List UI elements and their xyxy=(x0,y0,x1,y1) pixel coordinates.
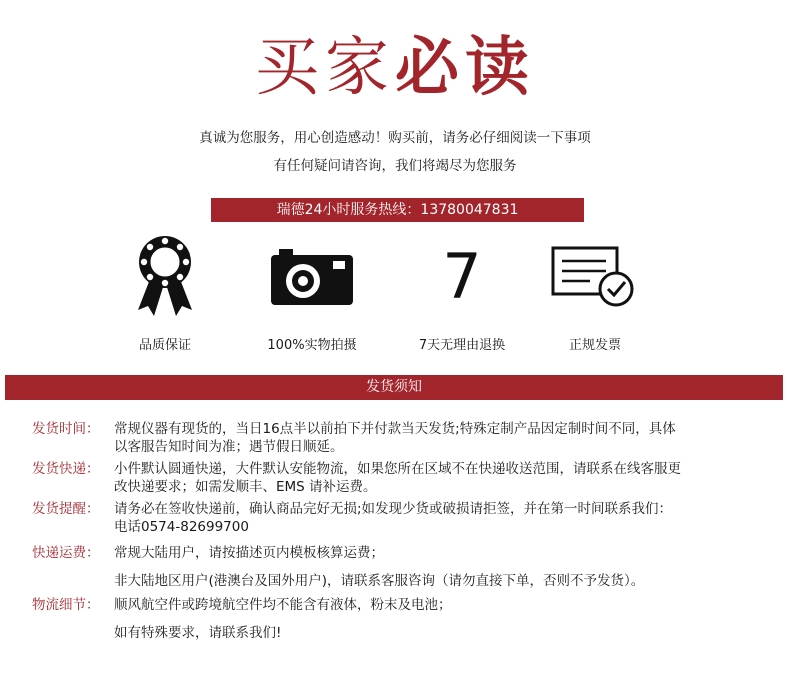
notice-line: 小件默认圆通快递，大件默认安能物流，如果您所在区域不在快递收送范围，请联系在线客服更 xyxy=(114,461,681,477)
number-seven: 7 xyxy=(442,240,482,313)
notice-line: 请务必在签收快递前，确认商品完好无损;如发现少货或破损请拒签，并在第一时间联系我们： xyxy=(114,501,673,517)
feature-quality-label: 品质保证 xyxy=(138,338,191,353)
notice-row xyxy=(32,460,752,496)
page-title xyxy=(0,28,790,108)
feature-invoice-label: 正规发票 xyxy=(568,338,621,353)
notice-row xyxy=(32,500,752,536)
feature-photo xyxy=(237,232,387,353)
notice-label: 发货时间： xyxy=(32,421,100,437)
notice-line: 如有特殊要求，请联系我们! xyxy=(114,625,282,641)
feature-invoice xyxy=(520,232,670,353)
notice-line: 常规仪器有现货的，当日16点半以前拍下并付款当天发货;特殊定制产品因定制时间不同，具体 xyxy=(114,421,676,437)
feature-return-label: 7天无理由退换 xyxy=(418,338,506,353)
subtitle-line-1: 真诚为您服务，用心创造感动！购买前，请务必仔细阅读一下事项 xyxy=(199,130,591,146)
feature-return xyxy=(387,232,537,353)
notice-line: 非大陆地区用户(港澳台及国外用户)，请联系客服咨询（请勿直接下单，否则不予发货）。 xyxy=(114,573,645,589)
notice-label: 快递运费： xyxy=(32,545,100,561)
notice-line: 电话0574-82699700 xyxy=(114,519,249,535)
notice-row xyxy=(32,596,752,642)
notice-title-bar: 发货须知 xyxy=(5,375,783,400)
hotline-banner: 瑞德24小时服务热线：13780047831 xyxy=(211,198,584,222)
title-part1: 买家 xyxy=(255,31,395,105)
invoice-check-icon xyxy=(550,245,640,309)
notice-line: 以客服告知时间为准；遇节假日顺延。 xyxy=(114,439,344,455)
notice-label: 物流细节： xyxy=(32,597,100,613)
feature-quality xyxy=(90,232,240,353)
notice-row xyxy=(32,420,752,456)
title-part2: 必读 xyxy=(395,31,535,105)
notice-row xyxy=(32,544,752,590)
subtitle-line-2: 有任何疑问请咨询，我们将竭尽为您服务 xyxy=(273,158,517,174)
notice-line: 顺风航空件或跨境航空件均不能含有液体，粉末及电池； xyxy=(114,597,452,613)
notice-line: 常规大陆用户，请按描述页内模板核算运费； xyxy=(114,545,384,561)
notice-label: 发货提醒： xyxy=(32,501,100,517)
camera-icon xyxy=(269,247,355,307)
ribbon-badge-icon xyxy=(130,234,200,320)
notice-label: 发货快递： xyxy=(32,461,100,477)
notice-line: 改快递要求；如需发顺丰、EMS 请补运费。 xyxy=(114,479,377,495)
feature-photo-label: 100%实物拍摄 xyxy=(267,338,357,353)
